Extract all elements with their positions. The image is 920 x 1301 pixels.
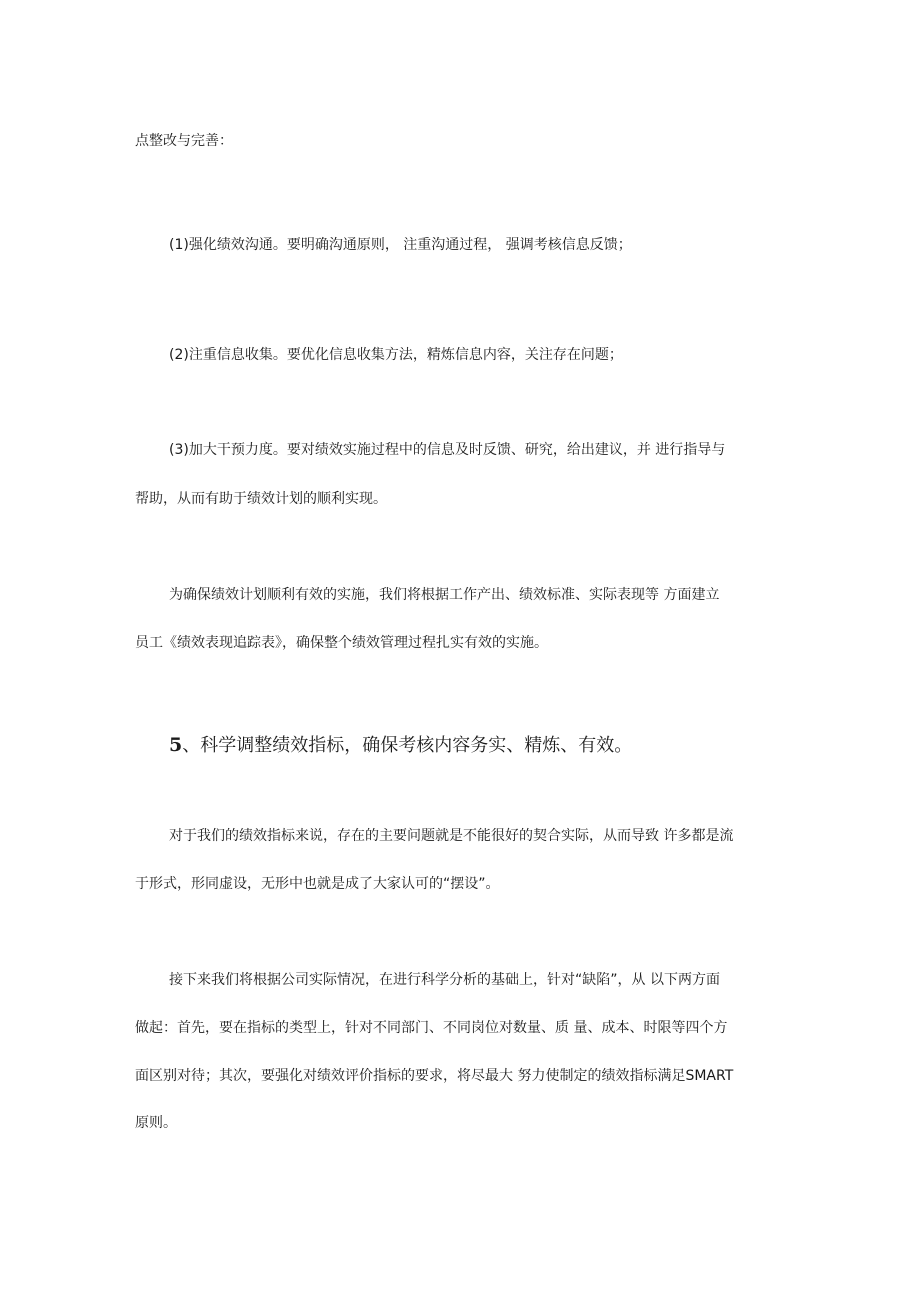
- paragraph-3-line-1: 接下来我们将根据公司实际情况，在进行科学分析的基础上，针对“缺陷”，从 以下两方面: [169, 972, 720, 988]
- list-item-1: (1)强化绩效沟通。要明确沟通原则， 注重沟通过程， 强调考核信息反馈；: [169, 237, 632, 253]
- paragraph-2-line-2: 于形式，形同虚设，无形中也就是成了大家认可的“摆设”。: [135, 876, 500, 892]
- paragraph-3-line-2: 做起：首先，要在指标的类型上，针对不同部门、不同岗位对数量、质 量、成本、时限等四个方: [135, 1020, 728, 1036]
- paragraph-2-line-1: 对于我们的绩效指标来说，存在的主要问题就是不能很好的契合实际，从而导致 许多都是流: [169, 828, 734, 844]
- intro-line: 点整改与完善：: [135, 133, 233, 149]
- paragraph-3-line-4: 原则。: [135, 1115, 177, 1131]
- list-item-3-line-2: 帮助，从而有助于绩效计划的顺利实现。: [135, 491, 387, 507]
- section-heading-text: 、科学调整绩效指标，确保考核内容务实、精炼、有效。: [182, 735, 633, 756]
- list-item-2: (2)注重信息收集。要优化信息收集方法，精炼信息内容，关注存在问题；: [169, 347, 623, 363]
- list-item-3-line-1: (3)加大干预力度。要对绩效实施过程中的信息及时反馈、研究，给出建议，并 进行指导与: [169, 442, 726, 458]
- paragraph-1-line-2: 员工《绩效表现追踪表》，确保整个绩效管理过程扎实有效的实施。: [135, 635, 548, 651]
- paragraph-1-line-1: 为确保绩效计划顺利有效的实施，我们将根据工作产出、绩效标准、实际表现等 方面建立: [169, 587, 720, 603]
- section-heading-number: 5: [169, 734, 183, 756]
- paragraph-3-line-3: 面区别对待；其次，要强化对绩效评价指标的要求，将尽最大 努力使制定的绩效指标满足SMART: [135, 1068, 734, 1084]
- section-heading: [169, 733, 632, 758]
